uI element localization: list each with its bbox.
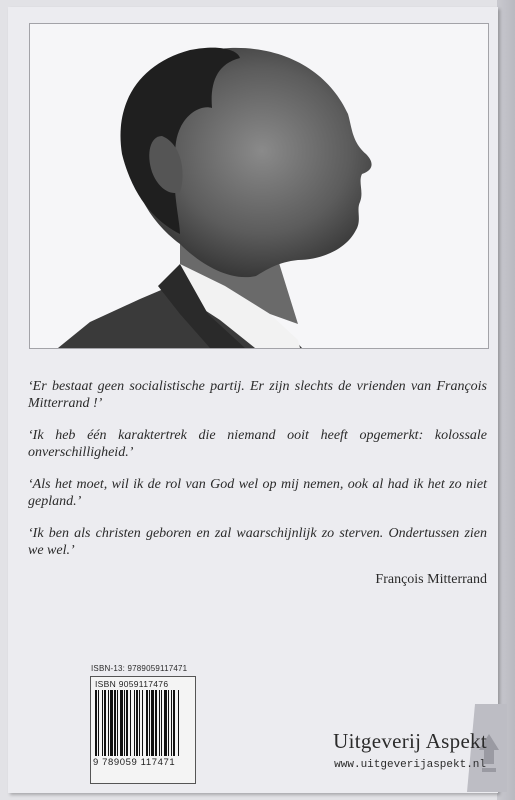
barcode-bar xyxy=(171,690,172,756)
barcode-bar xyxy=(139,690,140,756)
barcode-bar xyxy=(130,690,131,756)
barcode-bar xyxy=(178,690,179,756)
barcode-bar xyxy=(104,690,106,756)
isbn-13-label: ISBN-13: 9789059117471 xyxy=(91,664,188,673)
barcode-bar xyxy=(149,690,150,756)
quotes-section xyxy=(28,378,487,588)
barcode-bar xyxy=(102,690,103,756)
publisher-name: Uitgeverij Aspekt xyxy=(333,729,487,753)
barcode-bar xyxy=(173,690,175,756)
barcode-bar xyxy=(114,690,116,756)
barcode-bar xyxy=(124,690,125,756)
book-spine-edge xyxy=(497,0,515,800)
barcode-bar xyxy=(95,690,97,756)
barcode-bar xyxy=(108,690,109,756)
barcode-bar xyxy=(161,690,162,756)
publisher-website: www.uitgeverijaspekt.nl xyxy=(334,759,486,771)
barcode-bar xyxy=(159,690,160,756)
quote-4: ‘Ik ben als christen geboren en zal waarschijnlijk zo sterven. Ondertussen zien we wel.’ xyxy=(28,526,487,558)
barcode xyxy=(90,676,196,784)
barcode-bar xyxy=(146,690,148,756)
barcode-digits: 9 789059 117471 xyxy=(93,757,176,768)
isbn-10-label: ISBN 9059117476 xyxy=(95,679,169,689)
portrait-image xyxy=(30,24,488,348)
barcode-bar xyxy=(142,690,143,756)
barcode-bar xyxy=(155,690,157,756)
quote-2: ‘Ik heb één karaktertrek die niemand ooit heeft opgemerkt: kolossale onverschilligheid.’ xyxy=(28,428,487,460)
portrait-photo xyxy=(29,23,489,349)
barcode-bar xyxy=(134,690,135,756)
barcode-bar xyxy=(136,690,138,756)
quote-3: ‘Als het moet, wil ik de rol van God wel op mij nemen, ook al had ik het zo niet gepland.’ xyxy=(28,477,487,509)
quote-1: ‘Er bestaat geen socialistische partij. Er zijn slechts de vrienden van François Mitterrand !’ xyxy=(28,379,487,411)
barcode-bar xyxy=(151,690,154,756)
barcode-bar xyxy=(164,690,167,756)
barcode-bar xyxy=(110,690,113,756)
barcode-bar xyxy=(126,690,128,756)
barcode-bar xyxy=(117,690,118,756)
barcode-bar xyxy=(168,690,169,756)
barcode-bar xyxy=(98,690,99,756)
barcode-bars xyxy=(95,690,191,756)
barcode-bar xyxy=(120,690,123,756)
quote-author: François Mitterrand xyxy=(375,572,487,587)
